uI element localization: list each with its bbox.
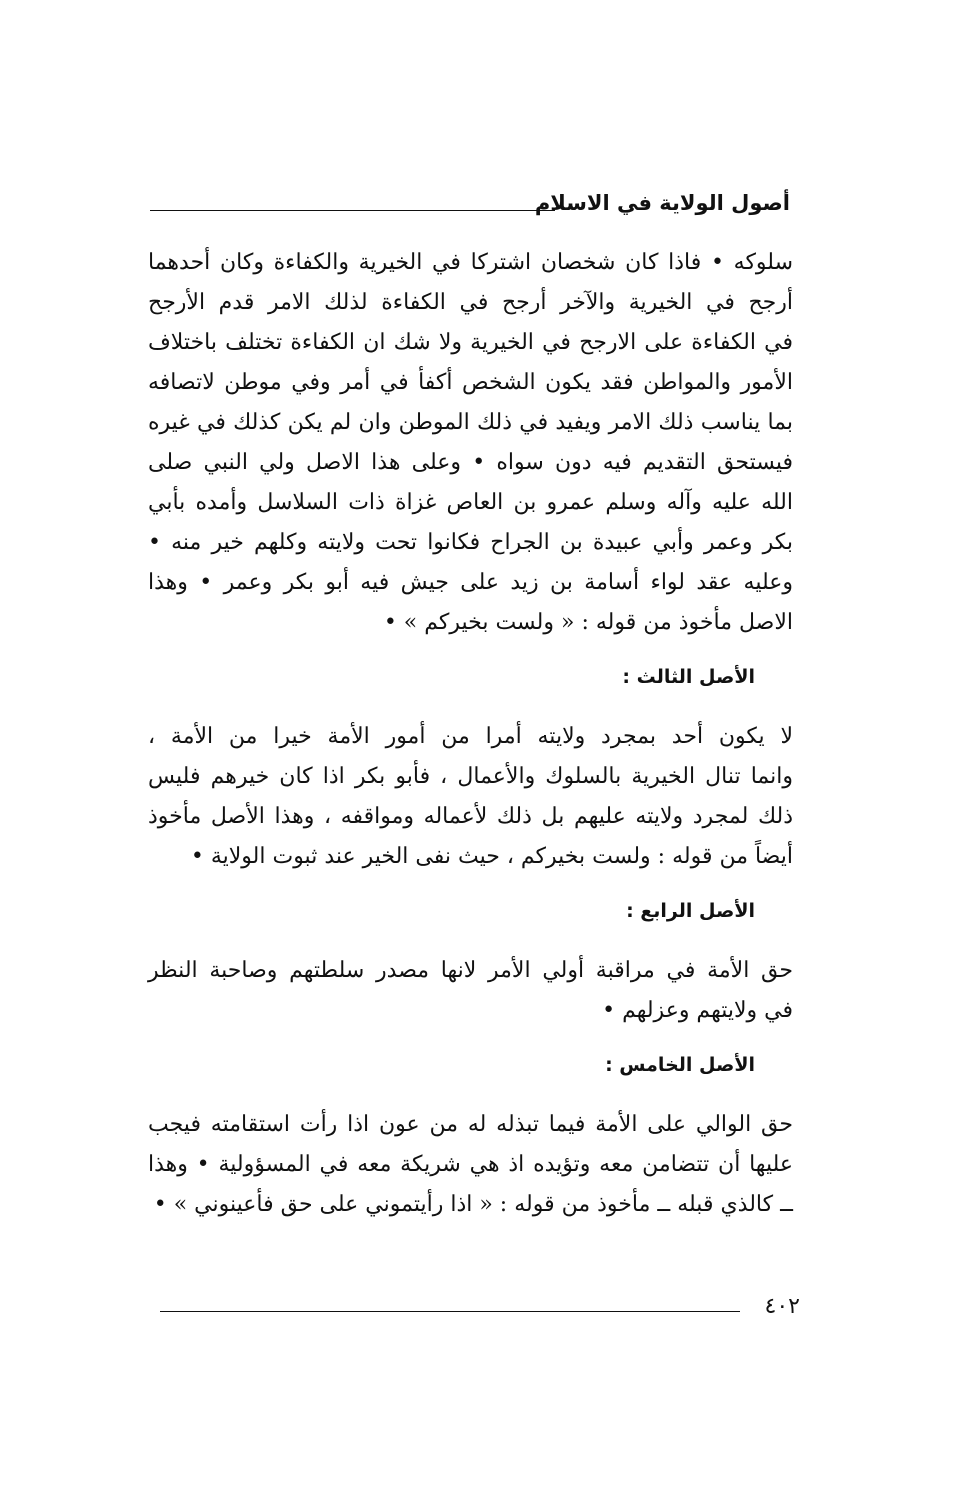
text-line: الأمور والمواطن فقد يكون الشخص أكفأ في أمر وفي موطن لاتصافه: [148, 370, 793, 395]
text-line: بما يناسب ذلك الامر ويفيد في ذلك الموطن وان لم يكن كذلك في غيره: [148, 410, 793, 435]
body-text: [148, 243, 793, 1225]
section-heading-5: الأصل الخامس :: [605, 1054, 755, 1076]
running-title: أصول الولاية في الاسلام: [534, 191, 790, 215]
text-line: وعليه عقد لواء أسامة بن زيد على جيش فيه أبو بكر وعمر • وهذا: [148, 570, 793, 595]
section-heading-3: الأصل الثالث :: [622, 666, 755, 688]
text-line: ــ كالذي قبله ــ مأخوذ من قوله : « اذا رأيتموني على حق فأعينوني » •: [153, 1192, 793, 1217]
text-line: عليها أن تتضامن معه وتؤيده اذ هي شريكة معه في المسؤولية • وهذا: [148, 1152, 793, 1177]
text-line: وانما تنال الخيرية بالسلوك والأعمال ، فأبو بكر اذا كان خيرهم فليس: [148, 764, 793, 789]
text-line: حق الأمة في مراقبة أولي الأمر لانها مصدر سلطتهم وصاحبة النظر: [148, 958, 793, 983]
page-footer: [160, 1292, 800, 1322]
text-line: أرجح في الخيرية والآخر أرجح في الكفاءة لذلك الامر قدم الأرجح: [148, 290, 793, 315]
paragraph-5: [148, 1105, 793, 1225]
paragraph-4: [148, 951, 793, 1031]
running-header: [150, 188, 790, 224]
paragraph-3: [148, 717, 793, 877]
header-rule: [150, 210, 555, 211]
page-number: ٤٠٢: [764, 1294, 800, 1319]
footer-rule: [160, 1311, 740, 1312]
text-line: في الكفاءة على الارجح في الخيرية ولا شك ان الكفاءة تختلف باختلاف: [148, 330, 793, 355]
text-line: فيستحق التقديم فيه دون سواه • وعلى هذا الاصل ولي النبي صلى: [148, 450, 793, 475]
paragraph-1: [148, 243, 793, 643]
text-line: بكر وعمر وأبي عبيدة بن الجراح فكانوا تحت ولايته وكلهم خير منه •: [148, 530, 793, 555]
text-line: الله عليه وآله وسلم عمرو بن العاص غزاة ذات السلاسل وأمده بأبي: [148, 490, 793, 515]
text-line: الاصل مأخوذ من قوله : « ولست بخيركم » •: [383, 610, 793, 635]
section-heading-4: الأصل الرابع :: [626, 900, 755, 922]
text-line: حق الوالي على الأمة فيما تبذله له من عون اذا رأت استقامته فيجب: [148, 1112, 793, 1137]
text-line: أيضاً من قوله : ولست بخيركم ، حيث نفى الخير عند ثبوت الولاية •: [190, 844, 793, 869]
text-line: لا يكون أحد بمجرد ولايته أمرا من أمور الأمة خيرا من الأمة ،: [148, 724, 793, 749]
text-line: سلوكه • فاذا كان شخصان اشتركا في الخيرية والكفاءة وكان أحدهما: [148, 250, 793, 275]
text-line: في ولايتهم وعزلهم •: [602, 998, 793, 1023]
text-line: ذلك لمجرد ولايته عليهم بل ذلك لأعماله ومواقفه ، وهذا الأصل مأخوذ: [148, 804, 793, 829]
